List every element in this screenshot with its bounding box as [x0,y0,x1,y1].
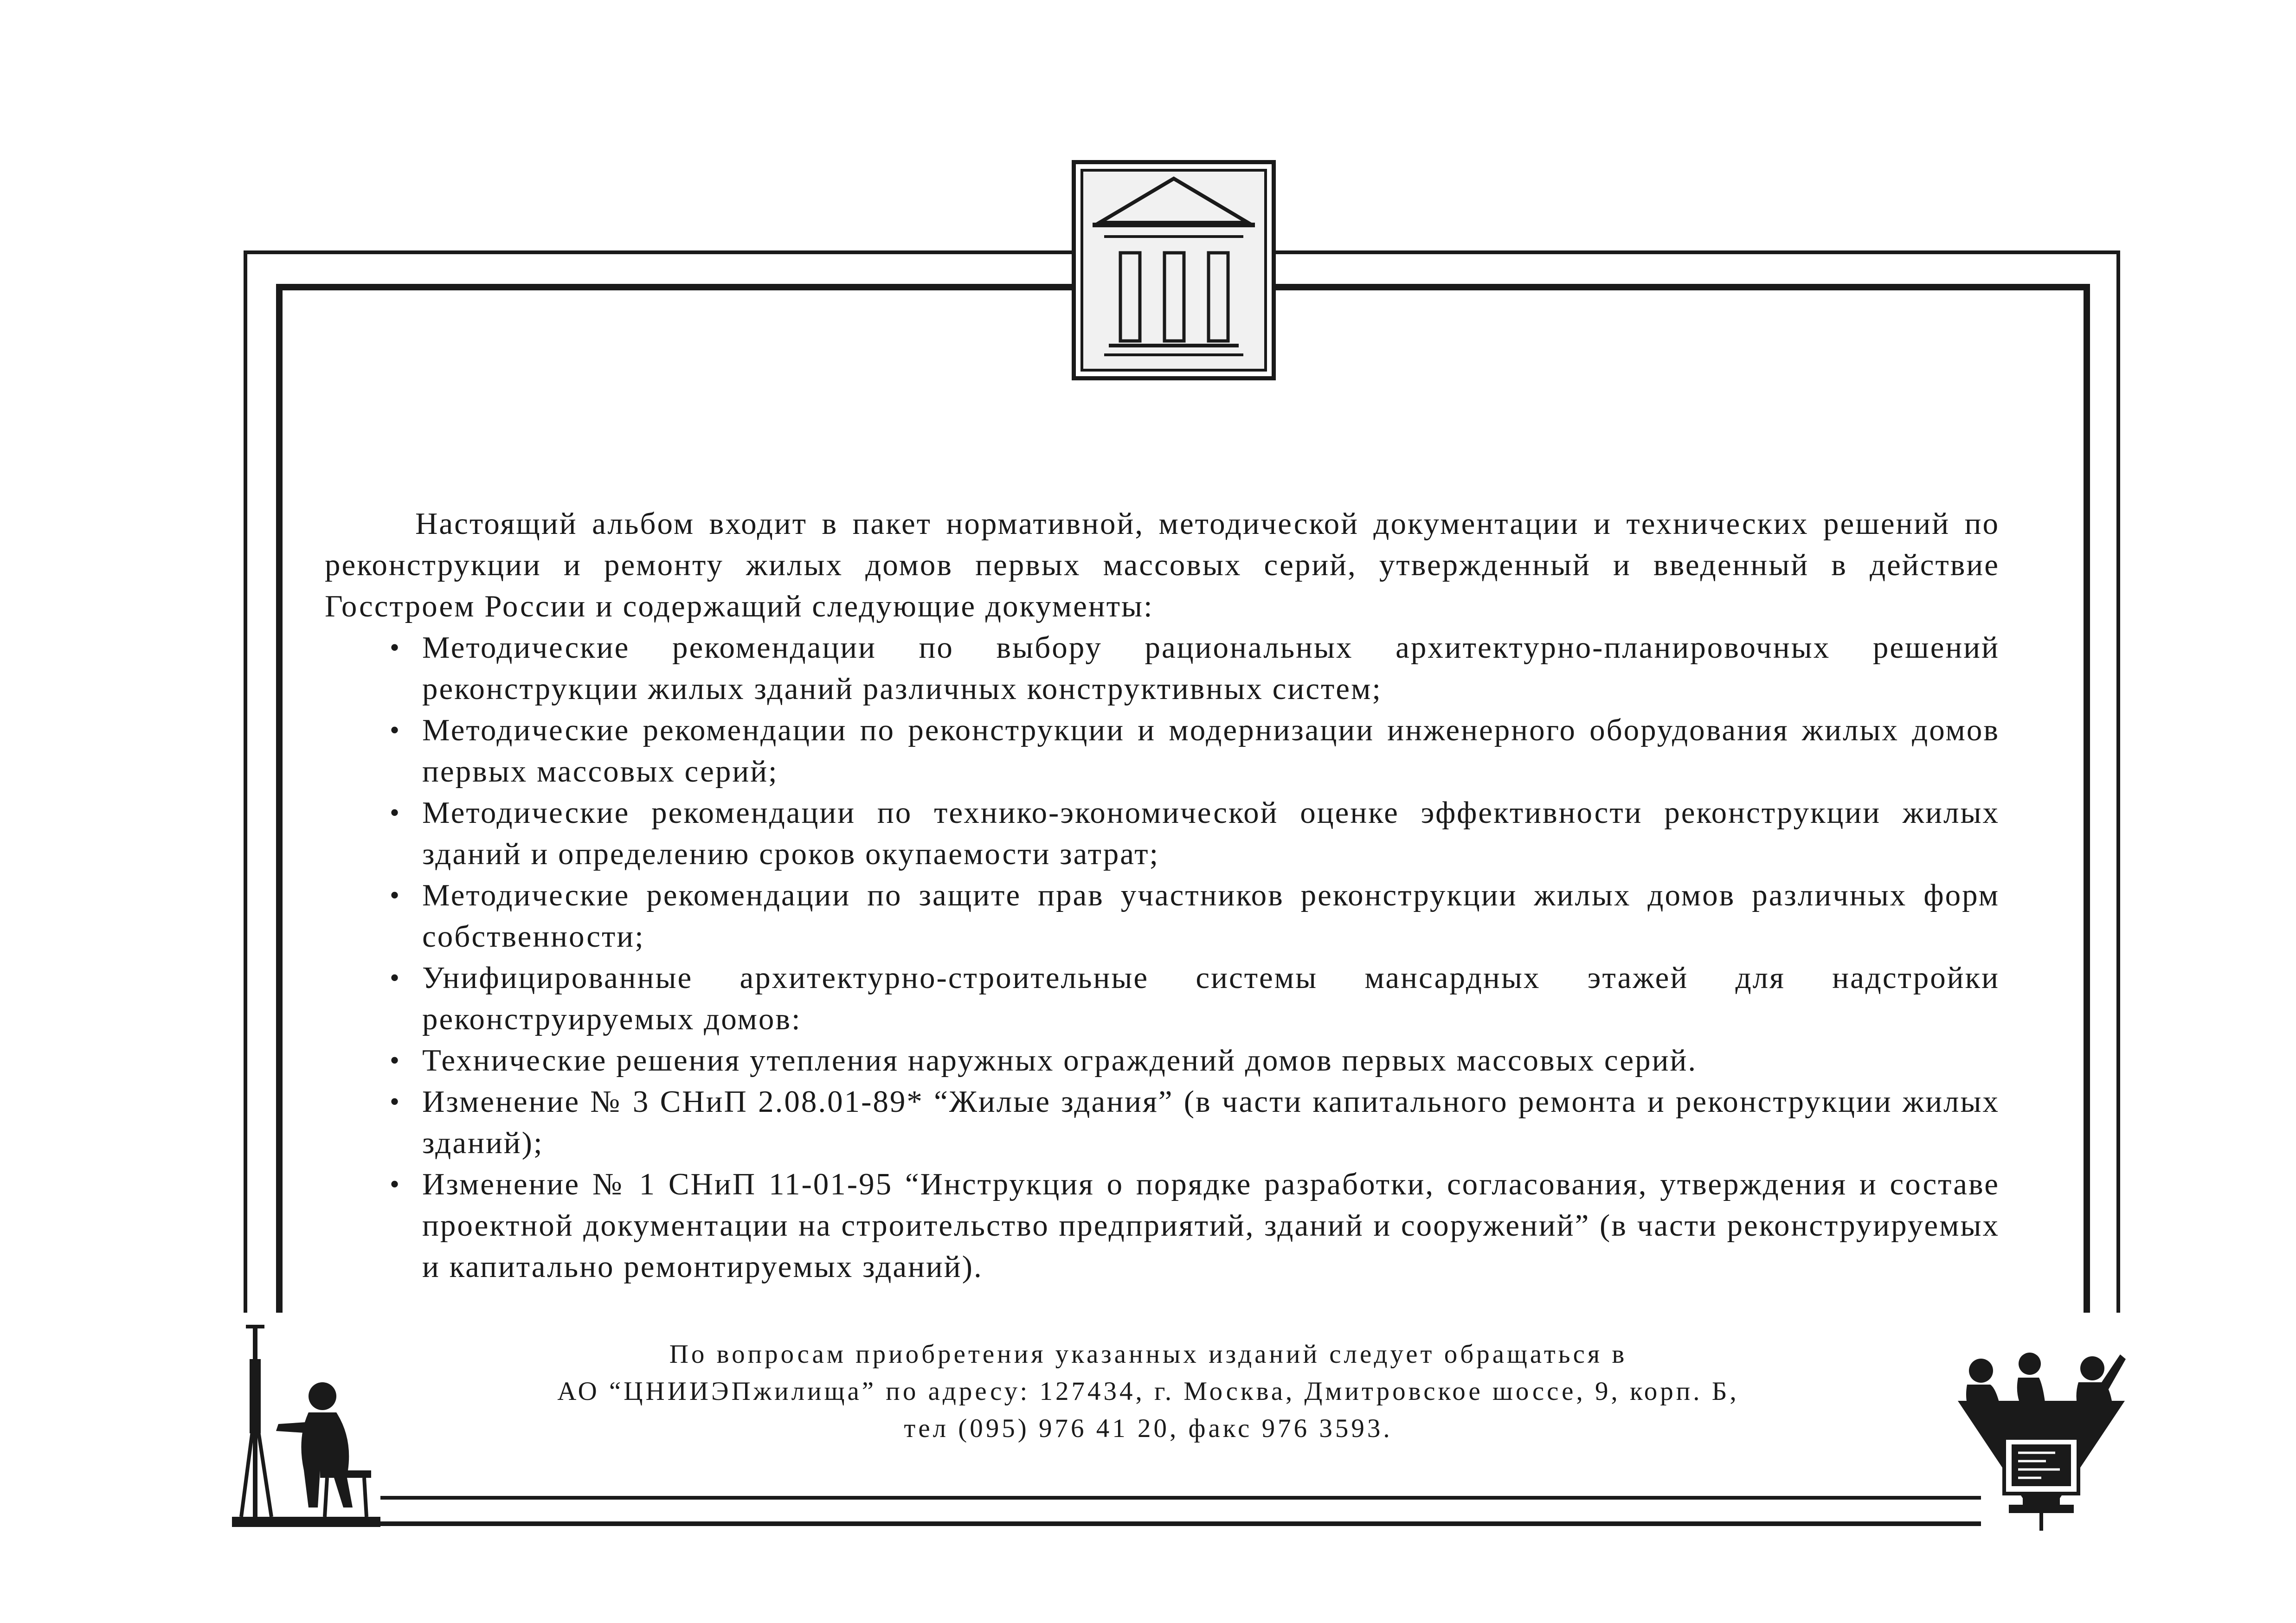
document-list [325,627,2000,1288]
list-item-text: Технические решения утепления наружных ограждений домов первых массовых серий. [422,1043,1698,1078]
list-item [390,957,2000,1040]
list-item-text: Изменение № 1 СНиП 11-01-95 “Инструкция о порядке разработки, согласования, утверждения и составе проектной документации на строительство предприятий, зданий и сооружений” (в части реконструируемых и капитально ремонтируемых зданий). [422,1167,2000,1284]
bullet: • [390,797,401,828]
bullet: • [390,1045,401,1076]
contact-line-2: АО “ЦНИИЭПжилища” по адресу: 127434, г. Москва, Дмитровское шоссе, 9, корп. Б, [557,1377,1739,1406]
building-emblem-icon [1072,160,1276,380]
document-body [325,503,2000,1288]
frame-inner-left [276,284,283,1313]
people-at-computer-icon [1953,1345,2129,1540]
list-item [390,627,2000,710]
contact-info [418,1336,1879,1447]
bullet: • [390,1169,401,1200]
bullet: • [390,715,401,745]
painter-at-easel-icon [227,1317,385,1535]
list-item [390,875,2000,957]
bullet: • [390,632,401,663]
list-item-text: Методические рекомендации по технико-экономической оценке эффективности реконструкции жилых зданий и определению сроков окупаемости затрат; [422,795,2000,871]
list-item [390,1164,2000,1288]
frame-outer-left [244,250,247,1313]
contact-line-3: тел (095) 976 41 20, факс 976 3593. [904,1414,1393,1443]
list-item-text: Методические рекомендации по реконструкции и модернизации инженерного оборудования жилых домов первых массовых серий; [422,713,2000,789]
footer-rule-thick [380,1521,1981,1526]
list-item-text: Изменение № 3 СНиП 2.08.01-89* “Жилые здания” (в части капитального ремонта и реконструкции жилых зданий); [422,1084,2000,1160]
list-item-text: Методические рекомендации по выбору рациональных архитектурно-планировочных решений реконструкции жилых зданий различных конструктивных систем; [422,630,2000,706]
contact-line-1: По вопросам приобретения указанных изданий следует обращаться в [669,1340,1627,1369]
footer-rule-thin [380,1496,1981,1500]
frame-inner-top-right [1269,284,2090,290]
list-item [390,710,2000,792]
intro-paragraph: Настоящий альбом входит в пакет нормативной, методической документации и технических решений по реконструкции и ремонту жилых домов первых массовых серий, утвержденный и введенный в действие Госстроем России и содержащий следующие документы: [325,507,2000,623]
frame-outer-top-left [244,250,1076,254]
bullet: • [390,962,401,993]
bullet: • [390,1086,401,1117]
list-item-text: Методические рекомендации по защите прав участников реконструкции жилых домов различных форм собственности; [422,878,2000,954]
list-item [390,1040,2000,1081]
list-item [390,1081,2000,1164]
frame-outer-right [2116,250,2120,1313]
frame-outer-top-right [1269,250,2120,254]
list-item [390,792,2000,875]
frame-inner-top-left [276,284,1076,290]
bullet: • [390,880,401,911]
list-item-text: Унифицированные архитектурно-строительные системы мансардных этажей для надстройки реконструируемых домов: [422,961,2000,1036]
frame-inner-right [2084,284,2090,1313]
